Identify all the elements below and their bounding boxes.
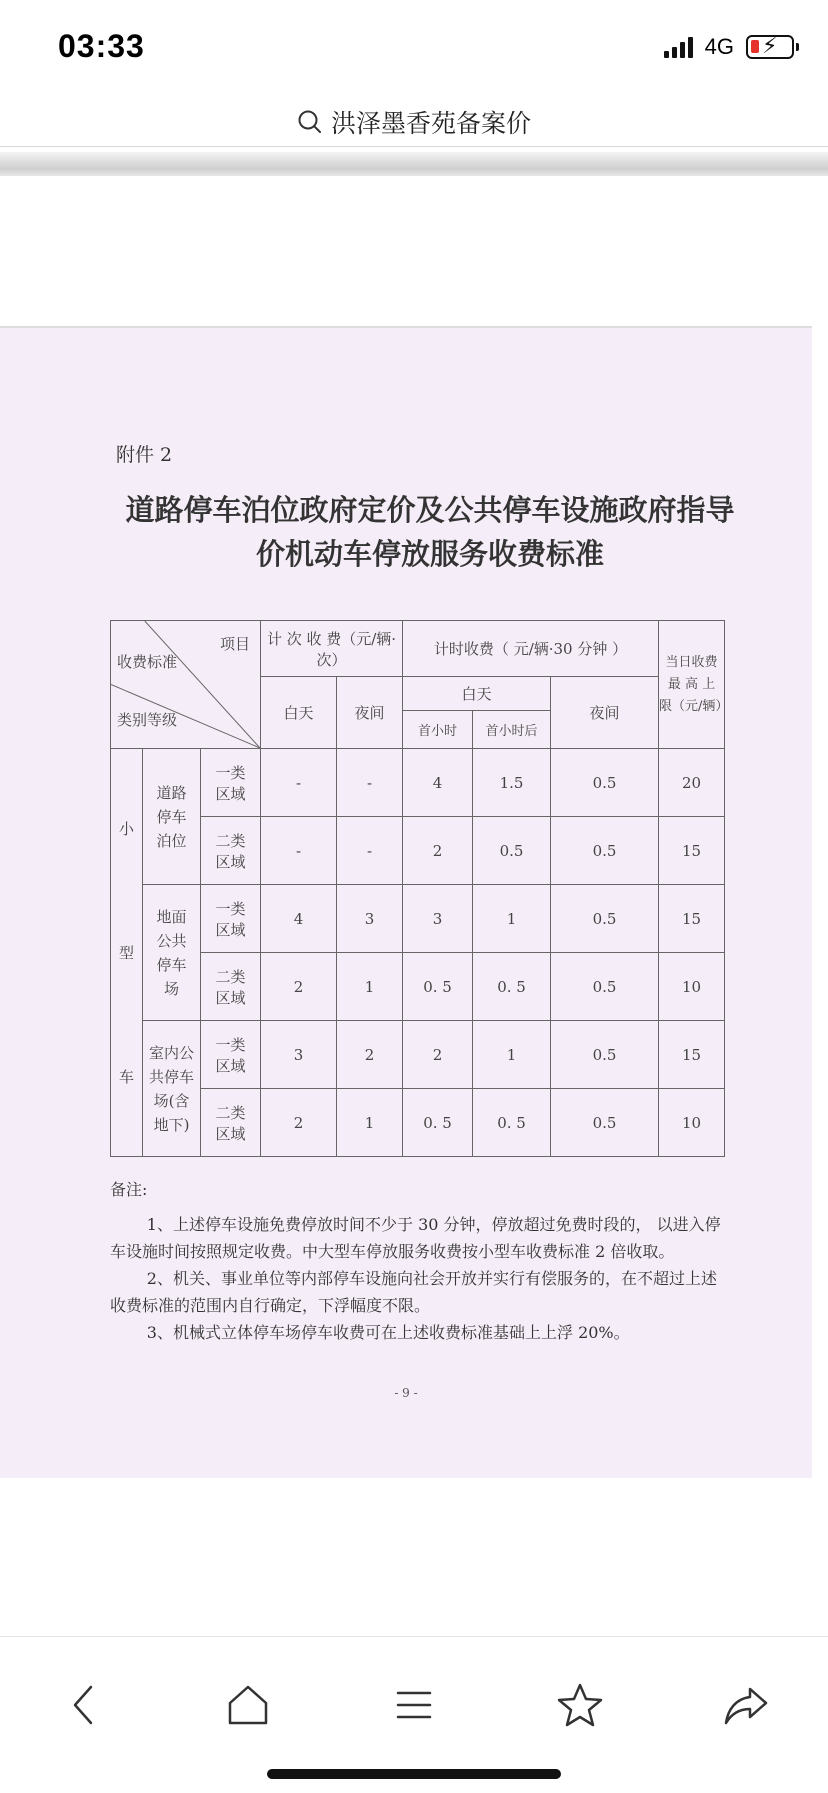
night-value: 0.5 — [551, 953, 659, 1021]
vehicle-type-cell — [111, 749, 143, 1157]
per-time-night-value: 1 — [337, 953, 403, 1021]
table-row — [111, 749, 725, 817]
back-button[interactable] — [54, 1675, 114, 1735]
table-row — [111, 817, 725, 885]
home-icon — [224, 1683, 272, 1727]
scroll-shadow — [0, 152, 828, 176]
group-name: 地面公共停车场 — [143, 885, 201, 1021]
daily-max-header: 当日收费 最 高 上 限（元/辆） — [659, 621, 725, 749]
night-value: 0.5 — [551, 1089, 659, 1157]
note-item: 1、上述停车设施免费停放时间不少于 30 分钟，停放超过免费时段的， 以进入停车设施时间按照规定收费。中大型车停放服务收费按小型车收费标准 2 倍收取。 — [110, 1215, 721, 1261]
first-hour-value: 4 — [403, 749, 473, 817]
menu-icon — [394, 1687, 434, 1723]
table-row — [111, 885, 725, 953]
zone-name: 二类区域 — [201, 953, 261, 1021]
favorite-button[interactable] — [550, 1675, 610, 1735]
hourly-night-header: 夜间 — [551, 677, 659, 749]
star-icon — [556, 1682, 604, 1728]
share-button[interactable] — [716, 1675, 776, 1735]
bottom-toolbar — [0, 1636, 828, 1793]
after-hour-value: 0.5 — [473, 817, 551, 885]
per-time-day-value: 2 — [261, 1089, 337, 1157]
per-time-night-value: 2 — [337, 1021, 403, 1089]
daily-max-value: 10 — [659, 953, 725, 1021]
header-standard-label: 收费标准 — [117, 653, 178, 671]
first-hour-value: 0. 5 — [403, 953, 473, 1021]
per-time-night-header: 夜间 — [337, 677, 403, 749]
first-hour-value: 0. 5 — [403, 1089, 473, 1157]
per-time-night-value: - — [337, 817, 403, 885]
vehicle-type-char: 型 — [118, 943, 134, 962]
status-indicators — [664, 34, 794, 60]
header-item-label: 项目 — [220, 635, 251, 653]
header-diagonal-cell — [111, 621, 261, 749]
share-icon — [722, 1683, 770, 1727]
status-bar — [0, 0, 828, 100]
search-query: 洪泽墨香苑备案价 — [330, 109, 531, 138]
table-row — [111, 953, 725, 1021]
status-time: 03:33 — [58, 28, 145, 64]
after-hour-value: 0. 5 — [473, 1089, 551, 1157]
home-button[interactable] — [218, 1675, 278, 1735]
per-time-night-value: - — [337, 749, 403, 817]
per-time-day-value: 2 — [261, 953, 337, 1021]
group-name: 室内公共停车场(含地下) — [143, 1021, 201, 1157]
per-time-day-header: 白天 — [261, 677, 337, 749]
search-bar[interactable] — [0, 98, 828, 146]
note-item: 2、机关、事业单位等内部停车设施向社会开放并实行有偿服务的，在不超过上述收费标准的范围内自行确定，下浮幅度不限。 — [110, 1269, 717, 1315]
after-hour-value: 1 — [473, 885, 551, 953]
group-name: 道路停车泊位 — [143, 749, 201, 885]
after-hour-value: 1.5 — [473, 749, 551, 817]
header-category-label: 类别等级 — [117, 711, 178, 729]
first-hour-value: 2 — [403, 817, 473, 885]
per-time-day-value: - — [261, 817, 337, 885]
zone-name: 二类区域 — [201, 1089, 261, 1157]
night-value: 0.5 — [551, 749, 659, 817]
per-time-night-value: 3 — [337, 885, 403, 953]
title-line-1: 道路停车泊位政府定价及公共停车设施政府指导 — [125, 493, 735, 527]
network-type: 4G — [704, 34, 734, 59]
table-row — [111, 1021, 725, 1089]
vehicle-type-char: 小 — [118, 819, 134, 838]
home-indicator[interactable] — [267, 1769, 561, 1779]
vehicle-type-char: 车 — [118, 1067, 134, 1086]
document-image — [0, 326, 812, 1478]
title-line-2: 价机动车停放服务收费标准 — [255, 537, 604, 571]
per-time-day-value: 4 — [261, 885, 337, 953]
back-icon — [64, 1683, 104, 1727]
signal-icon — [664, 36, 693, 58]
per-time-night-value: 1 — [337, 1089, 403, 1157]
daily-max-value: 20 — [659, 749, 725, 817]
daily-max-value: 10 — [659, 1089, 725, 1157]
hourly-header: 计时收费（ 元/辆·30 分钟 ） — [403, 621, 659, 677]
attachment-label: 附件 2 — [116, 444, 173, 466]
after-hour-value: 1 — [473, 1021, 551, 1089]
note-item: 3、机械式立体停车场停车收费可在上述收费标准基础上上浮 20%。 — [146, 1323, 630, 1342]
zone-name: 一类区域 — [201, 1021, 261, 1089]
after-first-hour-header: 首小时后 — [473, 711, 551, 749]
table-row — [111, 1089, 725, 1157]
per-time-header: 计 次 收 费（元/辆·次） — [261, 621, 403, 677]
after-hour-value: 0. 5 — [473, 953, 551, 1021]
per-time-day-value: 3 — [261, 1021, 337, 1089]
zone-name: 二类区域 — [201, 817, 261, 885]
divider — [0, 146, 828, 147]
notes-section — [110, 1176, 724, 1346]
daily-max-value: 15 — [659, 1021, 725, 1089]
page-number: - 9 - — [394, 1386, 418, 1400]
zone-name: 一类区域 — [201, 749, 261, 817]
fee-table — [110, 620, 729, 1157]
daily-max-value: 15 — [659, 885, 725, 953]
search-icon — [297, 109, 323, 135]
daily-max-value: 15 — [659, 817, 725, 885]
notes-title: 备注: — [110, 1180, 148, 1199]
zone-name: 一类区域 — [201, 885, 261, 953]
night-value: 0.5 — [551, 885, 659, 953]
first-hour-value: 3 — [403, 885, 473, 953]
night-value: 0.5 — [551, 817, 659, 885]
hourly-day-header: 白天 — [403, 677, 551, 711]
battery-icon: ⚡ — [746, 35, 794, 59]
per-time-day-value: - — [261, 749, 337, 817]
document-title — [110, 488, 750, 576]
first-hour-header: 首小时 — [403, 711, 473, 749]
night-value: 0.5 — [551, 1021, 659, 1089]
first-hour-value: 2 — [403, 1021, 473, 1089]
menu-button[interactable] — [384, 1675, 444, 1735]
